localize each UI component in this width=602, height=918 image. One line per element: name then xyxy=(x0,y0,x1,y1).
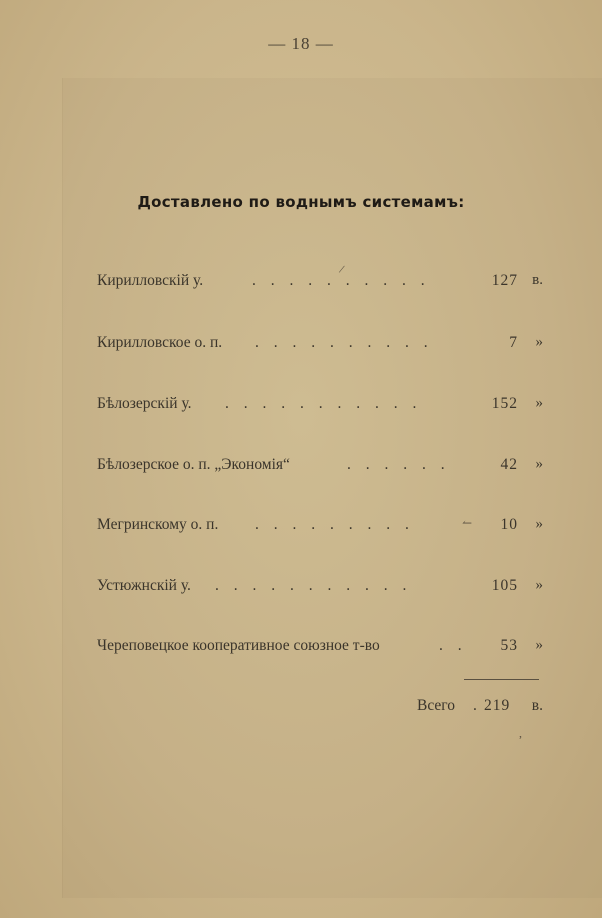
row-unit: » xyxy=(535,516,543,532)
row-dots: . . . . . . . . . . xyxy=(252,272,431,289)
row-label: Череповецкое кооперативное союзное т-во xyxy=(97,637,380,654)
row-dots: . . . . . . . . . . . xyxy=(215,577,412,594)
row-dots: . . xyxy=(439,637,468,654)
pencil-mark: / xyxy=(337,261,346,277)
pencil-mark: ↼ xyxy=(462,516,473,530)
row-value: 53 xyxy=(500,637,518,654)
page-number: — 18 — xyxy=(268,34,334,53)
total-unit: в. xyxy=(531,697,543,714)
total-label: Всего xyxy=(417,697,456,714)
table-row xyxy=(97,456,543,480)
table-row xyxy=(97,334,543,358)
total-dot: . xyxy=(473,697,477,714)
table-row xyxy=(97,395,543,419)
row-label: Устюжнскій у. xyxy=(97,577,191,594)
row-unit: » xyxy=(535,577,543,593)
row-label: Бѣлозерскій у. xyxy=(97,395,192,412)
total-row xyxy=(417,697,543,721)
table-row xyxy=(97,577,543,601)
row-label: Мегринскому о. п. xyxy=(97,516,219,533)
table-row xyxy=(97,272,543,296)
table-row xyxy=(97,637,543,661)
row-dots: . . . . . . . . . . . xyxy=(225,395,422,412)
row-unit: » xyxy=(535,395,543,411)
row-value: 105 xyxy=(491,577,518,594)
row-value: 42 xyxy=(500,456,518,473)
total-value: 219 xyxy=(484,697,511,714)
row-dots: . . . . . . . . . xyxy=(255,516,415,533)
row-label: Бѣлозерское о. п. „Экономія“ xyxy=(97,456,290,473)
row-dots: . . . . . . . . . . xyxy=(255,334,434,351)
row-dots: . . . . . . xyxy=(347,456,451,473)
row-label: Кирилловское о. п. xyxy=(97,334,223,351)
row-unit: » xyxy=(535,637,543,653)
row-unit: в. xyxy=(532,272,543,288)
row-value: 7 xyxy=(509,334,518,351)
row-unit: » xyxy=(535,334,543,350)
row-unit: » xyxy=(535,456,543,472)
row-value: 10 xyxy=(500,516,518,533)
row-value: 152 xyxy=(491,395,518,412)
row-value: 127 xyxy=(491,272,518,289)
row-label: Кирилловскій у. xyxy=(97,272,204,289)
pencil-mark: , xyxy=(519,726,522,740)
total-divider xyxy=(464,679,539,680)
table-row xyxy=(97,516,543,540)
page-heading: Доставлено по воднымъ системамъ: xyxy=(137,193,465,211)
